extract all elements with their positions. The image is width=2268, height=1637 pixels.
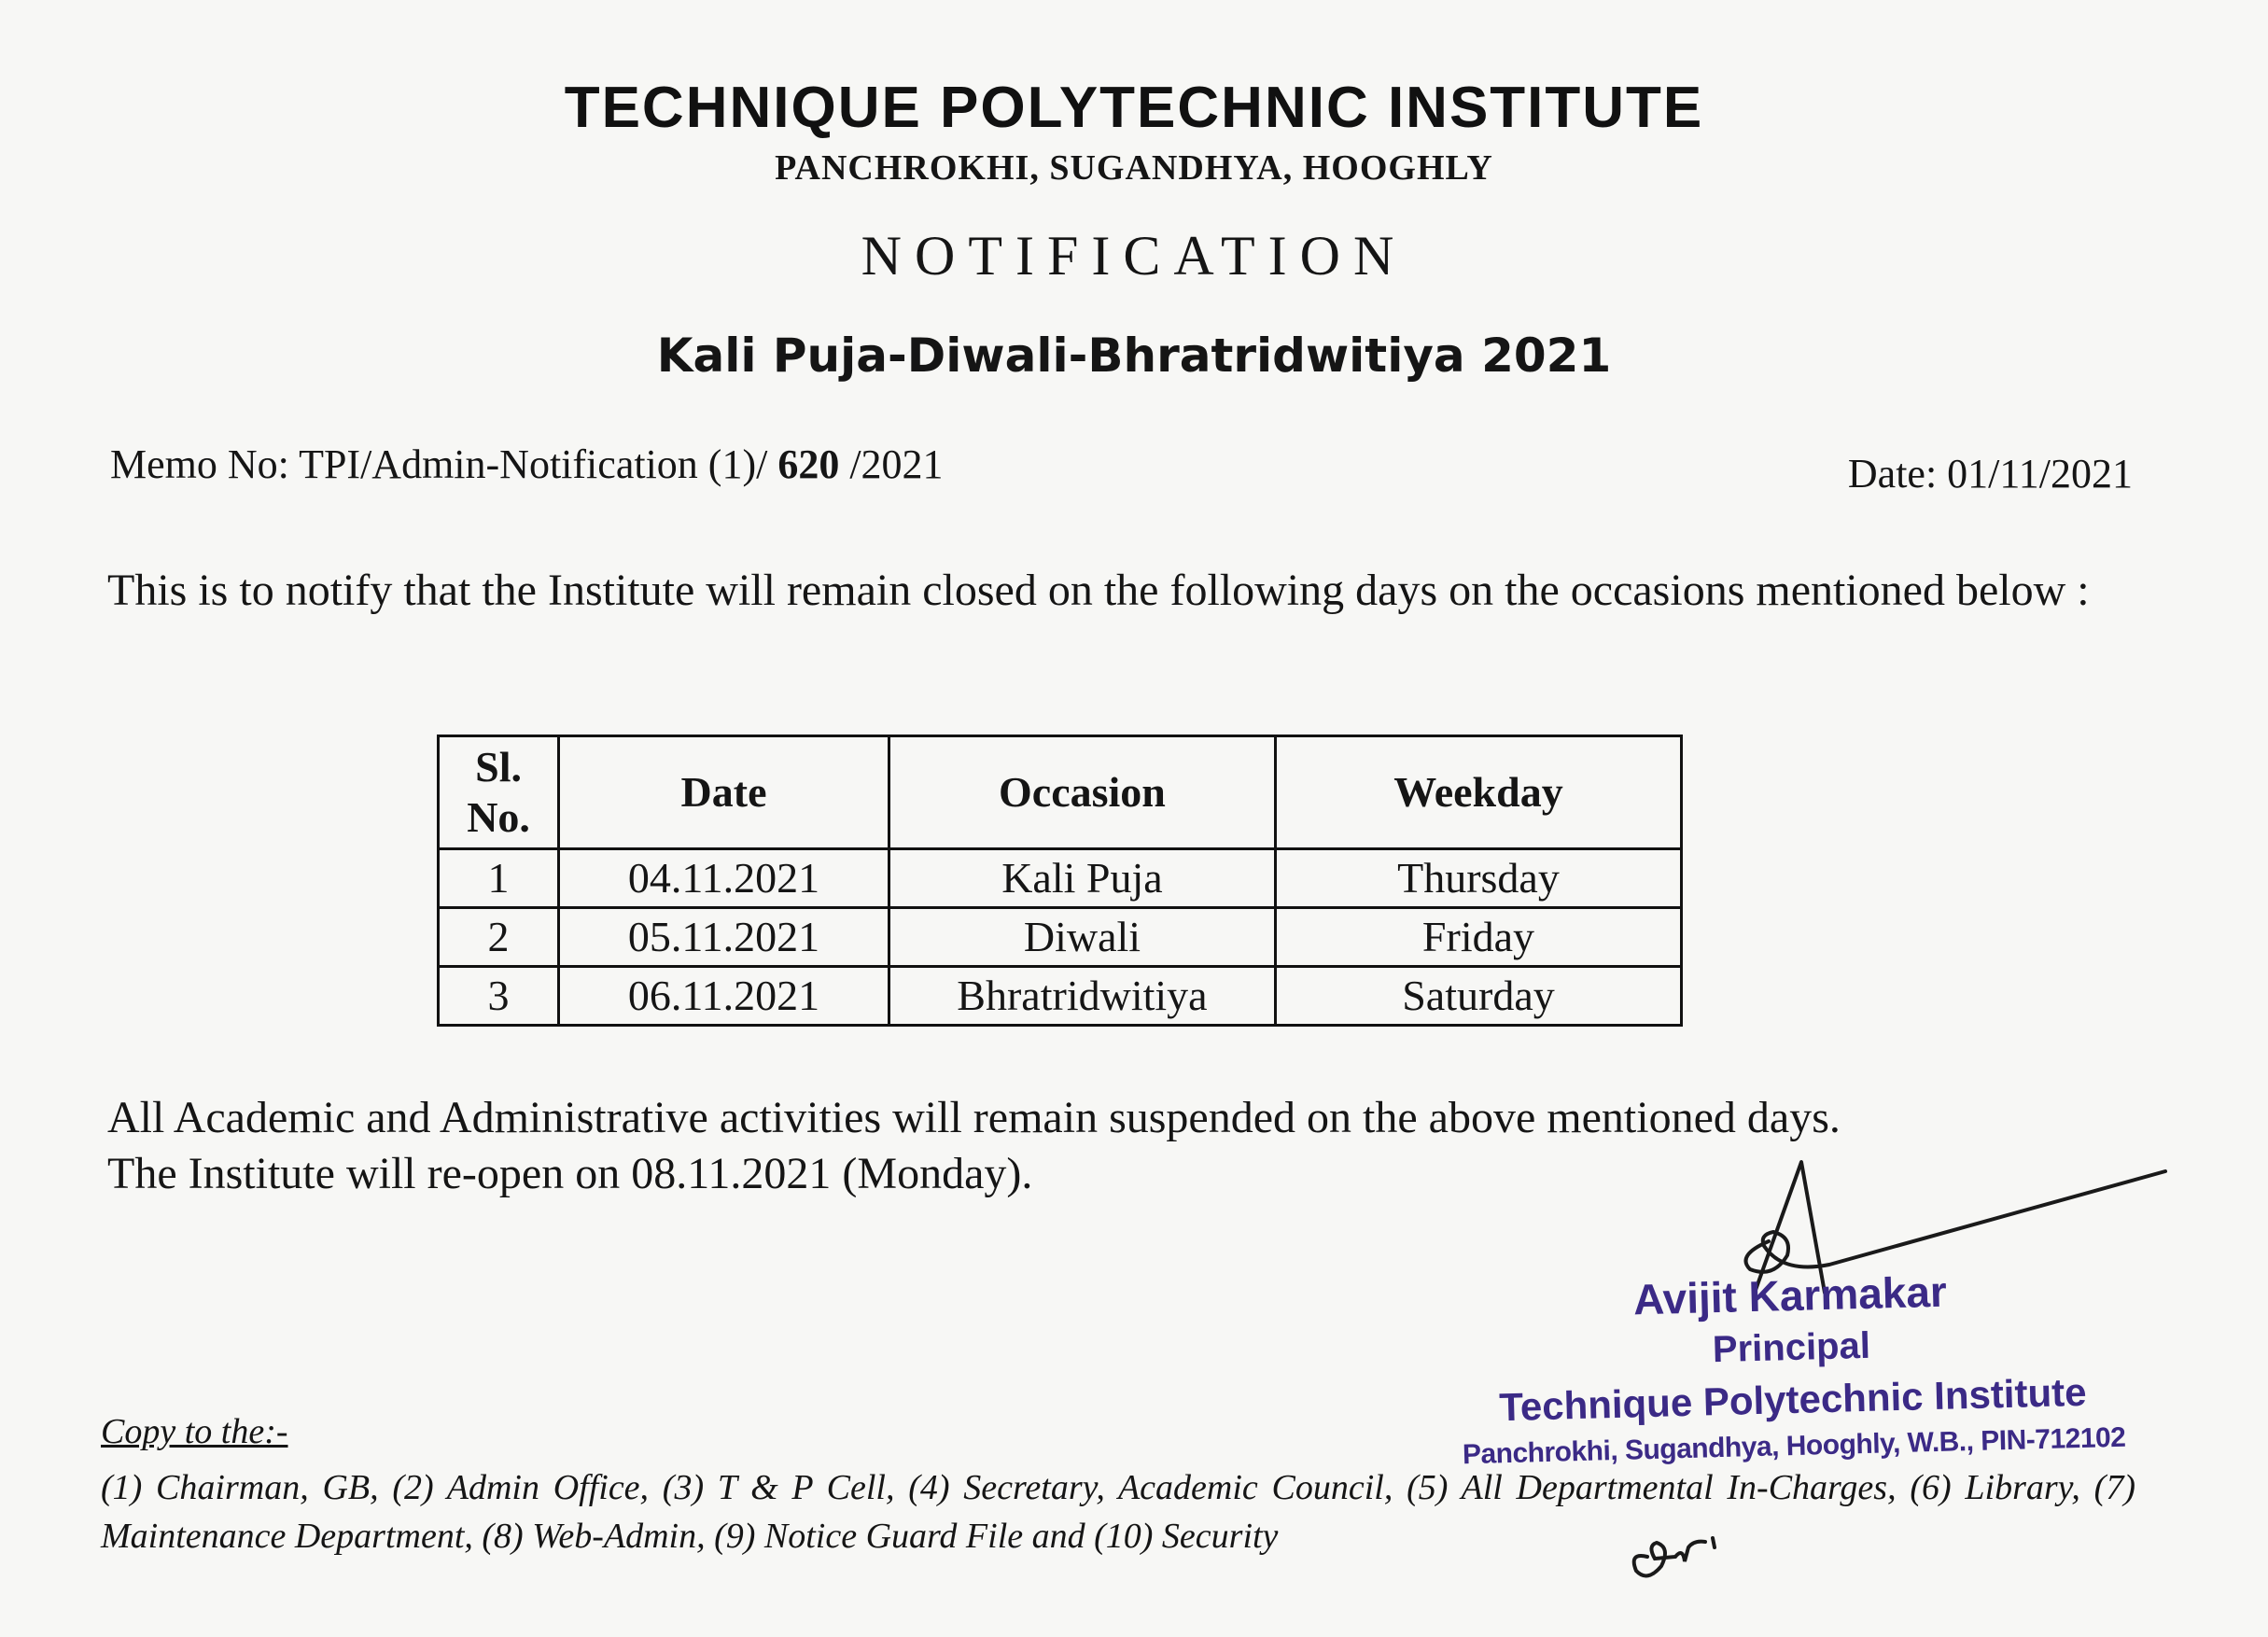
cell-sl: 2 — [439, 908, 559, 967]
copy-recipients: (1) Chairman, GB, (2) Admin Office, (3) T & P Cell, (4) Secretary, Academic Council, (5) All Departmental In-Charges, (6) Library, (7) Maintenance Department, (8) Web-Admin, (9) Notice Guard File and (10) Security — [101, 1468, 2135, 1556]
copy-to-label: Copy to the:- — [101, 1412, 288, 1451]
cell-weekday: Thursday — [1275, 849, 1681, 908]
table-row — [439, 967, 1682, 1026]
institute-name: TECHNIQUE POLYTECHNIC INSTITUTE — [564, 76, 1704, 140]
holiday-table — [437, 735, 1683, 1027]
header-sl-line2: No. — [467, 793, 530, 841]
principal-title: Principal — [1712, 1324, 1871, 1371]
stamp-organization: Technique Polytechnic Institute — [1498, 1369, 2088, 1430]
cell-sl: 1 — [439, 849, 559, 908]
initials-mark — [1619, 1519, 1741, 1585]
header-sl-line1: Sl. — [475, 743, 522, 791]
cell-date: 04.11.2021 — [559, 849, 889, 908]
memo-serial: 620 — [777, 441, 840, 487]
header-sl-no — [439, 736, 559, 849]
header-occasion: Occasion — [889, 736, 1275, 849]
cell-occasion: Bhratridwitiya — [889, 967, 1275, 1026]
table-header-row — [439, 736, 1682, 849]
cell-weekday: Friday — [1275, 908, 1681, 967]
table-row — [439, 849, 1682, 908]
memo-suffix: /2021 — [839, 441, 944, 487]
notification-heading: NOTIFICATION — [861, 225, 1407, 287]
cell-date: 06.11.2021 — [559, 967, 889, 1026]
cell-weekday: Saturday — [1275, 967, 1681, 1026]
suspension-line: All Academic and Administrative activities will remain suspended on the above mentioned days. — [107, 1093, 1841, 1142]
notification-subject: Kali Puja-Diwali-Bhratridwitiya 2021 — [656, 329, 1612, 383]
principal-stamp — [1435, 1260, 2149, 1476]
cell-date: 05.11.2021 — [559, 908, 889, 967]
cell-occasion: Kali Puja — [889, 849, 1275, 908]
intro-paragraph: This is to notify that the Institute will remain closed on the following days on the occasions mentioned below : — [107, 566, 2090, 615]
table-row — [439, 908, 1682, 967]
stamp-address: Panchrokhi, Sugandhya, Hooghly, W.B., PIN-712102 — [1462, 1421, 2126, 1471]
memo-date: Date: 01/11/2021 — [1847, 451, 2133, 497]
header-weekday: Weekday — [1275, 736, 1681, 849]
cell-sl: 3 — [439, 967, 559, 1026]
cell-occasion: Diwali — [889, 908, 1275, 967]
reopen-line: The Institute will re-open on 08.11.2021 (Monday). — [107, 1149, 1033, 1198]
principal-name: Avijit Karmakar — [1632, 1266, 1948, 1324]
memo-number — [110, 441, 944, 488]
institute-address: PANCHROKHI, SUGANDHYA, HOOGHLY — [775, 148, 1493, 188]
header-date: Date — [559, 736, 889, 849]
memo-prefix: Memo No: TPI/Admin-Notification (1)/ — [110, 441, 778, 487]
